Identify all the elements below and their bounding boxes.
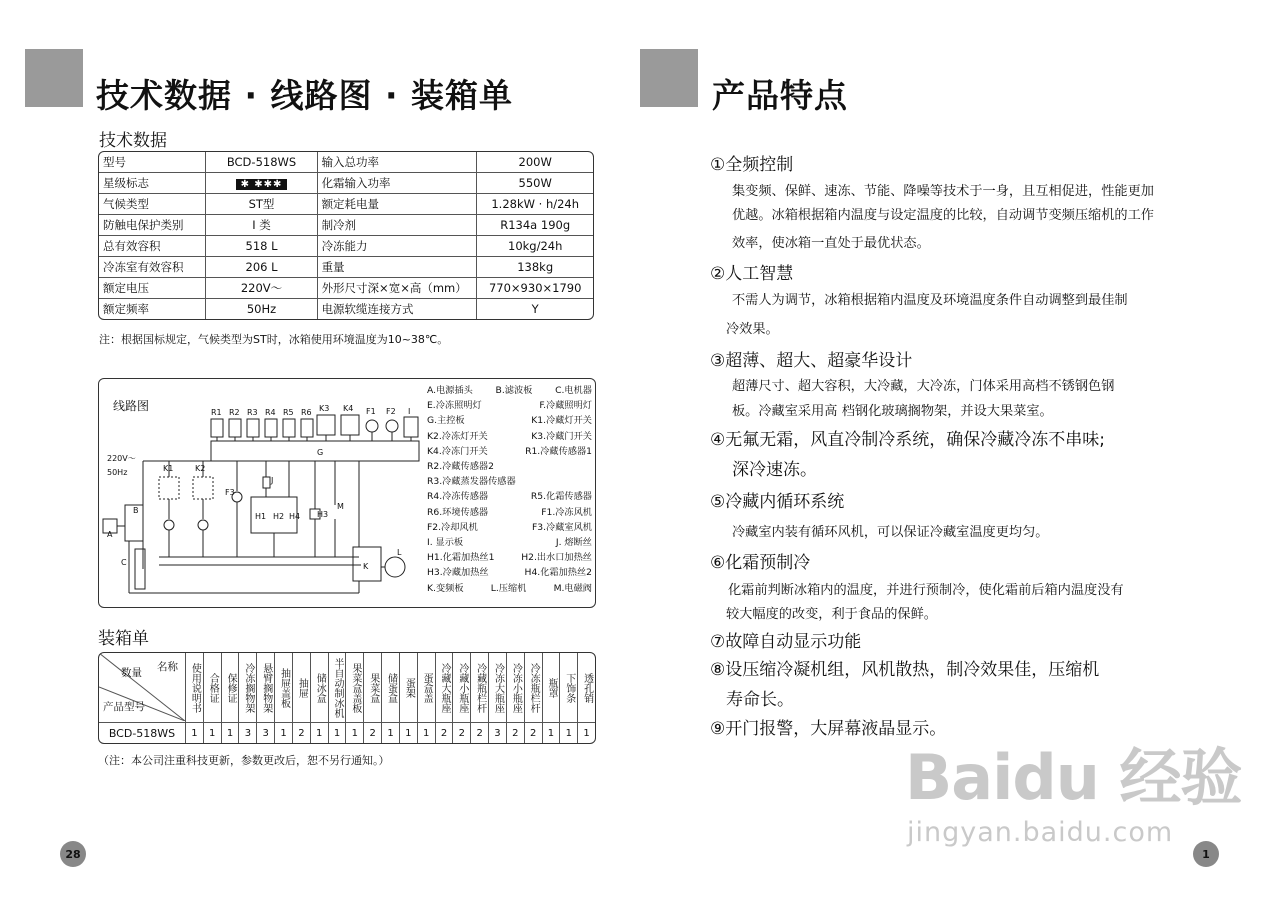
pack-column-header xyxy=(506,653,524,723)
legend-row xyxy=(427,444,592,459)
svg-text:L: L xyxy=(397,548,402,557)
legend-item: R2.冷藏传感器2 xyxy=(427,461,494,473)
left-page-title: 技术数据 · 线路图 · 装箱单 xyxy=(96,76,514,115)
spec-row xyxy=(99,278,593,299)
spec-value xyxy=(206,173,317,194)
feature-title: ⑧设压缩冷凝机组，风机散热，制冷效果佳，压缩机 xyxy=(710,660,1100,680)
svg-text:H1: H1 xyxy=(255,512,267,521)
svg-text:K4: K4 xyxy=(343,404,354,413)
legend-row xyxy=(427,383,592,398)
pack-column-header xyxy=(471,653,489,723)
left-section-marker xyxy=(25,49,83,107)
svg-text:H4: H4 xyxy=(289,512,301,521)
spec-row xyxy=(99,215,593,236)
spec-value: R134a 190g xyxy=(477,215,593,236)
pack-column-header xyxy=(382,653,400,723)
legend-item: G.主控板 xyxy=(427,415,465,427)
spec-value: Y xyxy=(531,302,539,316)
pack-quantity: 2 xyxy=(453,723,471,743)
pack-column-label: 保修证 xyxy=(225,672,237,703)
spec-label: 重量 xyxy=(318,257,478,278)
circuit-legend xyxy=(427,383,592,596)
legend-item: E.冷冻照明灯 xyxy=(427,400,482,412)
spec-label: 输入总功率 xyxy=(318,152,478,173)
pack-column-label: 冷冻小瓶座 xyxy=(510,662,522,713)
spec-label: 额定耗电量 xyxy=(318,194,478,215)
circuit-diagram xyxy=(98,378,596,608)
pack-quantity: 1 xyxy=(346,723,364,743)
pack-column-header xyxy=(328,653,346,723)
label-R1: R1 xyxy=(211,408,222,417)
legend-row xyxy=(427,413,592,428)
feature-description: 较大幅度的改变，利于食品的保鲜。 xyxy=(726,607,937,622)
feature-title: ⑥化霜预制冷 xyxy=(710,553,811,573)
pack-model-cell: BCD-518WS xyxy=(99,723,186,743)
pack-column-label: 冷藏小瓶座 xyxy=(456,662,468,713)
feature-description: 效率，使冰箱一直处于最优状态。 xyxy=(732,236,930,251)
pack-quantity: 1 xyxy=(399,723,417,743)
feature-title: ②人工智慧 xyxy=(710,264,794,284)
svg-text:G: G xyxy=(317,448,324,457)
pack-column-header xyxy=(578,653,595,723)
pack-column-label: 下饰条 xyxy=(563,672,575,703)
pack-column-label: 抽屉盖板 xyxy=(278,667,290,708)
spec-label: 制冷剂 xyxy=(318,215,478,236)
legend-item: F.冷藏照明灯 xyxy=(539,400,592,412)
pack-quantity: 3 xyxy=(257,723,275,743)
spec-value: 550W xyxy=(477,173,593,194)
legend-item: L.压缩机 xyxy=(490,582,527,594)
watermark-sub: jingyan.baidu.com xyxy=(907,817,1174,848)
pack-column-label: 合格证 xyxy=(207,672,219,703)
pack-note: （注：本公司注重科技更新，参数更改后，恕不另行通知。） xyxy=(98,754,390,767)
pack-column-label: 半自动制冰机 xyxy=(332,657,344,718)
pack-column-label: 抽屉 xyxy=(296,677,308,698)
spec-value: 138kg xyxy=(477,257,593,278)
legend-row xyxy=(427,520,592,535)
spec-row xyxy=(99,152,593,173)
legend-item: A.电源插头 xyxy=(427,385,473,396)
feature-title: ①全频控制 xyxy=(710,155,794,175)
pack-column-header xyxy=(292,653,310,723)
legend-row xyxy=(427,565,592,580)
spec-label: 化霜输入功率 xyxy=(318,173,478,194)
svg-text:K: K xyxy=(363,562,369,571)
legend-item: F1.冷冻风机 xyxy=(541,506,592,518)
spec-label: 冷冻室有效容积 xyxy=(99,257,206,278)
svg-text:R4: R4 xyxy=(265,408,276,417)
spec-value: 1.28kW · h/24h xyxy=(477,194,593,215)
feature-description: 寿命长。 xyxy=(726,690,794,710)
pack-column-header xyxy=(489,653,507,723)
spec-row xyxy=(99,257,593,278)
legend-item: B.滤波板 xyxy=(495,385,533,396)
legend-item: K2.冷冻灯开关 xyxy=(427,430,488,442)
pack-column-header xyxy=(399,653,417,723)
legend-row xyxy=(427,489,592,504)
legend-item: H2.出水口加热丝 xyxy=(521,552,592,564)
feature-description: 化霜前判断冰箱内的温度，并进行预制冷，使化霜前后箱内温度没有 xyxy=(728,583,1124,598)
spec-value: 770×930×1790 xyxy=(477,278,593,299)
pack-column-header xyxy=(524,653,542,723)
star-rating-badge: ✱ ✱✱✱ xyxy=(236,179,288,190)
svg-text:R5: R5 xyxy=(283,408,294,417)
pack-quantity: 2 xyxy=(471,723,489,743)
pack-column-label: 冷藏大瓶座 xyxy=(439,662,450,713)
spec-row xyxy=(99,194,593,215)
legend-item: H4.化霜加热丝2 xyxy=(524,567,592,579)
pack-column-label: 蛋架 xyxy=(403,677,415,698)
legend-row xyxy=(427,505,592,520)
legend-item: F2.冷却风机 xyxy=(427,521,478,533)
pack-column-label: 透孔销 xyxy=(581,672,593,703)
tech-data-heading: 技术数据 xyxy=(99,131,167,151)
feature-title: ⑦故障自动显示功能 xyxy=(710,632,862,652)
svg-text:F3: F3 xyxy=(225,488,235,497)
spec-label: 外形尺寸深×宽×高（mm） xyxy=(318,278,478,299)
pack-quantity: 1 xyxy=(417,723,435,743)
legend-item: K.变频板 xyxy=(427,582,464,594)
right-page-number: 1 xyxy=(1193,841,1219,867)
svg-text:I: I xyxy=(408,407,411,416)
svg-text:A: A xyxy=(107,530,113,539)
pack-column-header xyxy=(239,653,257,723)
svg-text:H3: H3 xyxy=(317,510,329,519)
legend-item: R3.冷藏蒸发器传感器 xyxy=(427,476,516,488)
spec-label: 冷冻能力 xyxy=(318,236,478,257)
spec-label: 气候类型 xyxy=(99,194,206,215)
spec-label: 电源软缆连接方式 xyxy=(318,299,478,319)
packing-heading: 装箱单 xyxy=(98,629,149,649)
spec-value: ST型 xyxy=(206,194,317,215)
svg-text:R6: R6 xyxy=(301,408,312,417)
legend-row xyxy=(427,550,592,565)
pack-corner-name: 名称 xyxy=(157,661,178,673)
pack-quantity: 1 xyxy=(382,723,400,743)
svg-text:H2: H2 xyxy=(273,512,285,521)
pack-quantity: 1 xyxy=(221,723,239,743)
legend-item: M.电磁阀 xyxy=(553,582,592,594)
circuit-heading: 线路图 xyxy=(113,399,150,413)
pack-column-header xyxy=(186,653,204,723)
legend-row xyxy=(427,474,592,489)
pack-column-label: 冷藏瓶栏杆 xyxy=(474,662,486,713)
pack-quantity: 2 xyxy=(506,723,524,743)
pack-quantity: 1 xyxy=(578,723,595,743)
svg-text:J: J xyxy=(271,476,274,485)
spec-value: 206 L xyxy=(206,257,317,278)
svg-text:R2: R2 xyxy=(229,408,240,417)
legend-row xyxy=(427,459,592,474)
spec-value: Ⅰ 类 xyxy=(206,215,317,236)
pack-quantity: 1 xyxy=(328,723,346,743)
feature-description: 板。冷藏室采用高 档钢化玻璃搁物架，并设大果菜室。 xyxy=(732,404,1053,419)
pack-corner-qty: 数量 xyxy=(121,667,142,679)
spec-value: 220V～ xyxy=(206,278,317,299)
pack-column-label: 悬臂搁物架 xyxy=(260,662,272,713)
spec-row xyxy=(99,236,593,257)
legend-item: I. 显示板 xyxy=(427,537,464,549)
pack-column-label: 果菜盒盖板 xyxy=(349,662,361,713)
svg-text:50Hz: 50Hz xyxy=(107,468,128,477)
pack-column-label: 果菜盒 xyxy=(367,672,379,703)
svg-text:K1: K1 xyxy=(163,464,174,473)
legend-item: F3.冷藏室风机 xyxy=(532,521,592,533)
pack-quantity: 1 xyxy=(542,723,560,743)
pack-quantity: 1 xyxy=(310,723,328,743)
spec-note: 注：根据国标规定，气候类型为ST时，冰箱使用环境温度为10~38℃。 xyxy=(99,333,449,346)
pack-column-header xyxy=(257,653,275,723)
pack-quantity: 2 xyxy=(292,723,310,743)
spec-label: 型号 xyxy=(99,152,206,173)
feature-title: ③超薄、超大、超豪华设计 xyxy=(710,351,913,371)
pack-column-label: 储蛋盒 xyxy=(385,672,397,703)
pack-quantity: 1 xyxy=(275,723,293,743)
legend-item: H1.化霜加热丝1 xyxy=(427,552,495,564)
pack-corner-model: 产品型号 xyxy=(103,701,145,713)
pack-column-label: 蛋盒盖 xyxy=(421,672,433,703)
spec-value: 518 L xyxy=(206,236,317,257)
legend-item: K3.冷藏门开关 xyxy=(531,430,592,442)
right-section-marker xyxy=(640,49,698,107)
spec-row xyxy=(99,299,593,319)
legend-item: R5.化霜传感器 xyxy=(530,491,592,503)
pack-column-label: 冷冻大瓶座 xyxy=(492,662,504,713)
pack-column-label: 瓶罩 xyxy=(545,677,557,698)
spec-value: 200W xyxy=(477,152,593,173)
pack-column-label: 使用说明书 xyxy=(189,662,201,713)
main-board-G xyxy=(211,441,419,461)
svg-text:R3: R3 xyxy=(247,408,258,417)
feature-title: ④无氟无霜，风直冷制冷系统，确保冷藏冷冻不串味; xyxy=(710,430,1105,450)
pack-column-header xyxy=(221,653,239,723)
pack-column-header xyxy=(542,653,560,723)
feature-description: 冷藏室内装有循环风机，可以保证冷藏室温度更均匀。 xyxy=(732,525,1049,540)
spec-value: BCD-518WS xyxy=(206,152,317,173)
svg-text:220V～: 220V～ xyxy=(107,454,136,463)
spec-value: 50Hz xyxy=(206,299,317,319)
pack-column-header xyxy=(435,653,453,723)
pack-quantity: 1 xyxy=(560,723,578,743)
pack-column-header xyxy=(453,653,471,723)
spec-label: 星级标志 xyxy=(99,173,206,194)
spec-row xyxy=(99,173,593,194)
spec-label: 额定电压 xyxy=(99,278,206,299)
svg-text:F2: F2 xyxy=(386,407,396,416)
legend-item: K4.冷冻门开关 xyxy=(427,445,488,457)
legend-item: R1.冷藏传感器1 xyxy=(525,445,592,457)
spec-label: 防触电保护类别 xyxy=(99,215,206,236)
pack-quantity: 2 xyxy=(435,723,453,743)
legend-item: R4.冷冻传感器 xyxy=(427,491,489,503)
legend-item: K1.冷藏灯开关 xyxy=(531,415,592,427)
packing-table xyxy=(98,652,596,744)
spec-label: 总有效容积 xyxy=(99,236,206,257)
feature-description: 深冷速冻。 xyxy=(732,460,817,480)
pack-column-header xyxy=(203,653,221,723)
svg-text:C: C xyxy=(121,558,127,567)
pack-column-header xyxy=(275,653,293,723)
legend-row xyxy=(427,429,592,444)
pack-quantity: 1 xyxy=(186,723,204,743)
feature-title: ⑨开门报警，大屏幕液晶显示。 xyxy=(710,719,947,739)
svg-text:B: B xyxy=(133,506,139,515)
pack-column-header xyxy=(310,653,328,723)
spec-table xyxy=(98,151,594,320)
legend-item: R6.环境传感器 xyxy=(427,506,489,518)
spec-value: 10kg/24h xyxy=(477,236,593,257)
pack-quantity: 2 xyxy=(524,723,542,743)
svg-text:K3: K3 xyxy=(319,404,330,413)
pack-quantity: 3 xyxy=(239,723,257,743)
right-page-title: 产品特点 xyxy=(712,76,848,115)
feature-description: 集变频、保鲜、速冻、节能、降噪等技术于一身，且互相促进，性能更加 xyxy=(732,184,1154,199)
watermark-main: Baidu 经验 xyxy=(905,741,1242,814)
pack-quantity: 1 xyxy=(203,723,221,743)
legend-row xyxy=(427,535,592,550)
pack-column-label: 储冰盒 xyxy=(314,672,326,703)
left-page-number: 28 xyxy=(60,841,86,867)
legend-row xyxy=(427,398,592,413)
pack-column-header xyxy=(560,653,578,723)
svg-text:F1: F1 xyxy=(366,407,376,416)
legend-item: J. 熔断丝 xyxy=(555,537,592,549)
pack-column-label: 冷冻瓶栏杆 xyxy=(528,662,540,713)
pack-column-header xyxy=(417,653,435,723)
pack-quantity: 3 xyxy=(489,723,507,743)
legend-item: H3.冷藏加热丝 xyxy=(427,567,489,579)
pack-column-header xyxy=(346,653,364,723)
svg-text:K2: K2 xyxy=(195,464,206,473)
feature-description: 冷效果。 xyxy=(726,322,779,337)
pack-column-label: 冷冻搁物架 xyxy=(242,662,254,713)
baidu-watermark xyxy=(905,728,1241,848)
legend-row xyxy=(427,581,592,596)
spec-label: 额定频率 xyxy=(99,299,206,319)
feature-description: 超薄尺寸、超大容积，大冷藏，大冷冻，门体采用高档不锈钢色钢 xyxy=(732,379,1115,394)
feature-description: 不需人为调节，冰箱根据箱内温度及环境温度条件自动调整到最佳制 xyxy=(732,293,1128,308)
svg-text:M: M xyxy=(337,502,344,511)
pack-quantity: 2 xyxy=(364,723,382,743)
pack-corner-cell xyxy=(99,653,186,723)
feature-description: 优越。冰箱根据箱内温度与设定温度的比较，自动调节变频压缩机的工作 xyxy=(732,208,1154,223)
pack-column-header xyxy=(364,653,382,723)
feature-title: ⑤冷藏内循环系统 xyxy=(710,492,845,512)
legend-item: C.电机器 xyxy=(555,385,592,396)
